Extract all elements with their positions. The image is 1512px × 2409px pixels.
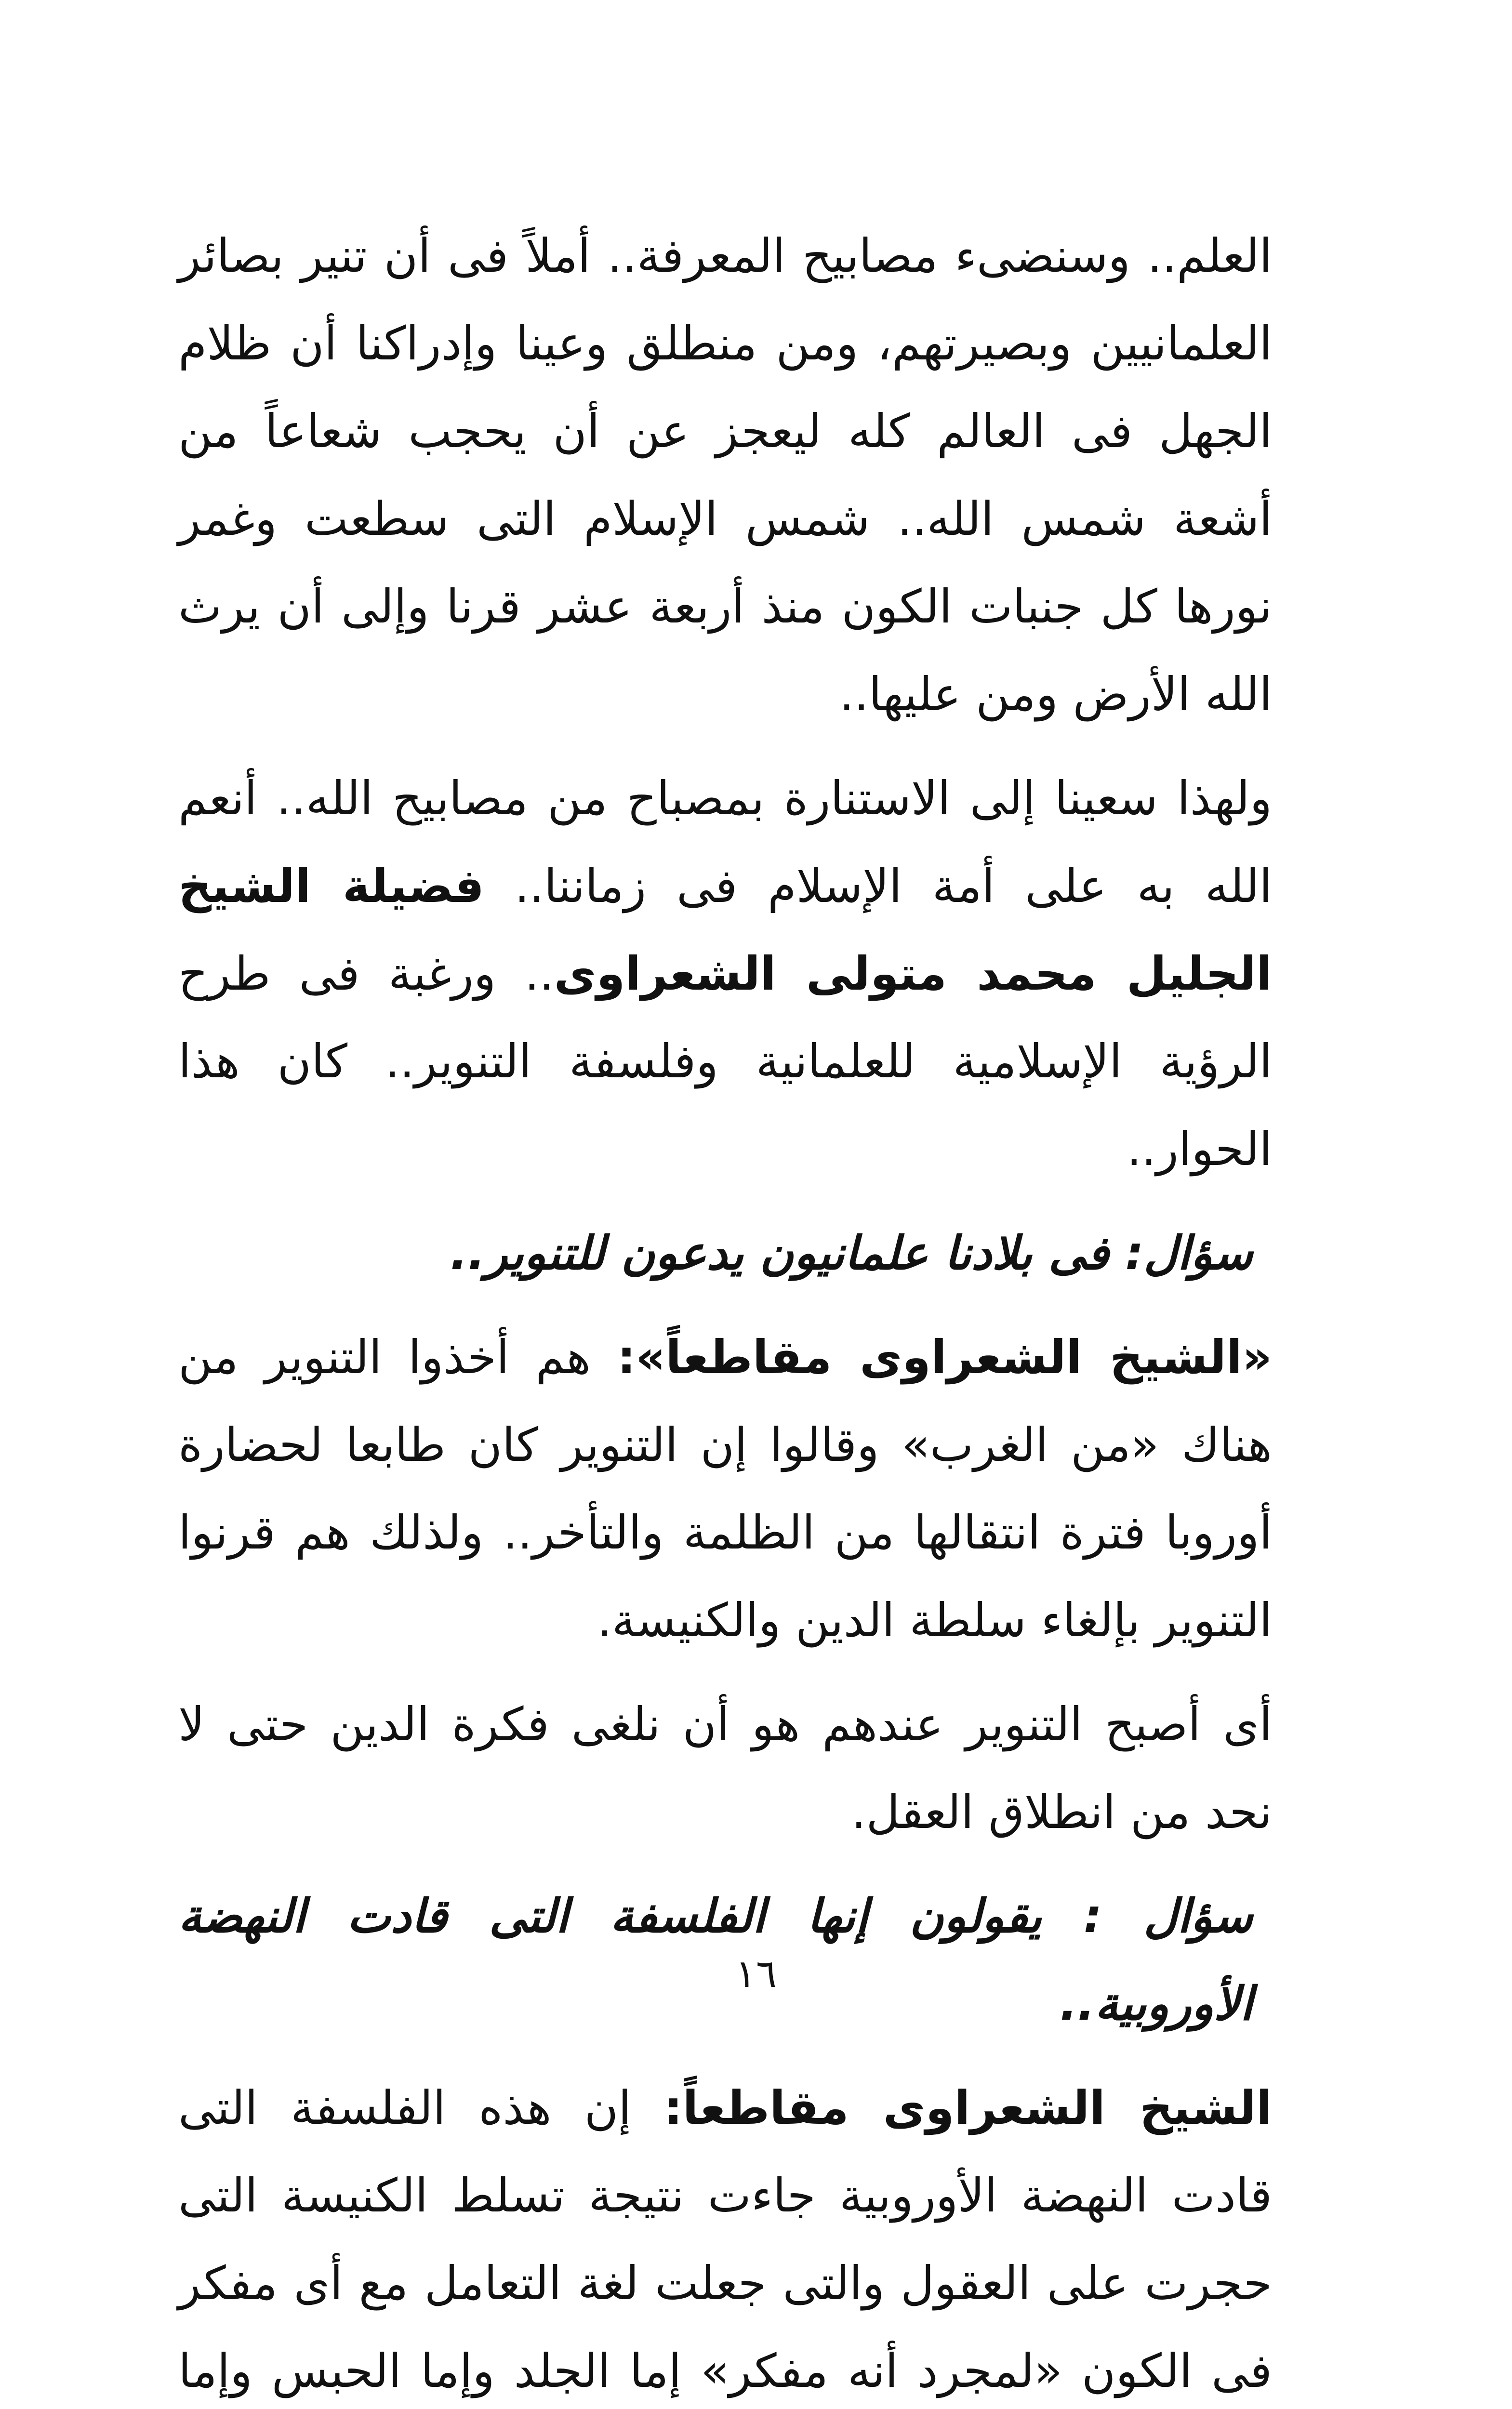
page-number: ١٦: [735, 1951, 777, 1996]
answer-1: [178, 1313, 1272, 1664]
answer-1-speaker: «الشيخ الشعراوى مقاطعاً»:: [617, 1330, 1273, 1384]
sheikh-name: فضيلة الشيخ الجليل محمد متولى الشعراوى: [178, 859, 1272, 1001]
answer-2-text: إن هذه الفلسفة التى قادت النهضة الأوروبية جاءت نتيجة تسلط الكنيسة التى حجرت على العقول والتى جعلت لغة التعامل مع أى مفكر فى الكون «لمجرد أنه مفكر» إما الجلد وإما الحبس وإما: [178, 2081, 1272, 2398]
paragraph-dialogue-intro: [178, 754, 1272, 1193]
answer-2-speaker: الشيخ الشعراوى مقاطعاً:: [664, 2081, 1273, 2135]
answer-2: [178, 2064, 1272, 2409]
paragraph-dialogue-intro-end: .. ورغبة فى طرح الرؤية الإسلامية للعلمانية وفلسفة التنوير.. كان هذا الحوار..: [178, 947, 1272, 1176]
question-1: سؤال: فى بلادنا علمانيون يدعون للتنوير..: [450, 1226, 1253, 1280]
paragraph-dialogue-intro-start: ولهذا سعينا إلى الاستنارة بمصباح من مصابيح الله.. أنعم الله به على أمة الإسلام فى زماننا..: [178, 771, 1273, 913]
question-2: سؤال : يقولون إنها الفلسفة التى قادت النهضة الأوروبية..: [178, 1889, 1253, 2031]
paragraph-enlightenment: أى أصبح التنوير عندهم هو أن نلغى فكرة الدين حتى لا نحد من انطلاق العقل.: [178, 1697, 1272, 1839]
answer-1-text: هم أخذوا التنوير من هناك «من الغرب» وقالوا إن التنوير كان طابعا لحضارة أوروبا فترة انتقالها من الظلمة والتأخر.. ولذلك هم قرنوا التنوير بإلغاء سلطة الدين والكنيسة.: [178, 1330, 1272, 1647]
paragraph-intro: العلم.. وسنضىء مصابيح المعرفة.. أملاً فى أن تنير بصائر العلمانيين وبصيرتهم، ومن منطلق وعينا وإدراكنا أن ظلام الجهل فى العالم كله ليعجز عن أن يحجب شعاعاً من أشعة شمس الله.. شمس الإسلام التى سطعت وغمر نورها كل جنبات الكون منذ أربعة عشر قرنا وإلى أن يرث الله الأرض ومن عليها..: [178, 229, 1272, 721]
page-body: [178, 212, 1272, 2409]
